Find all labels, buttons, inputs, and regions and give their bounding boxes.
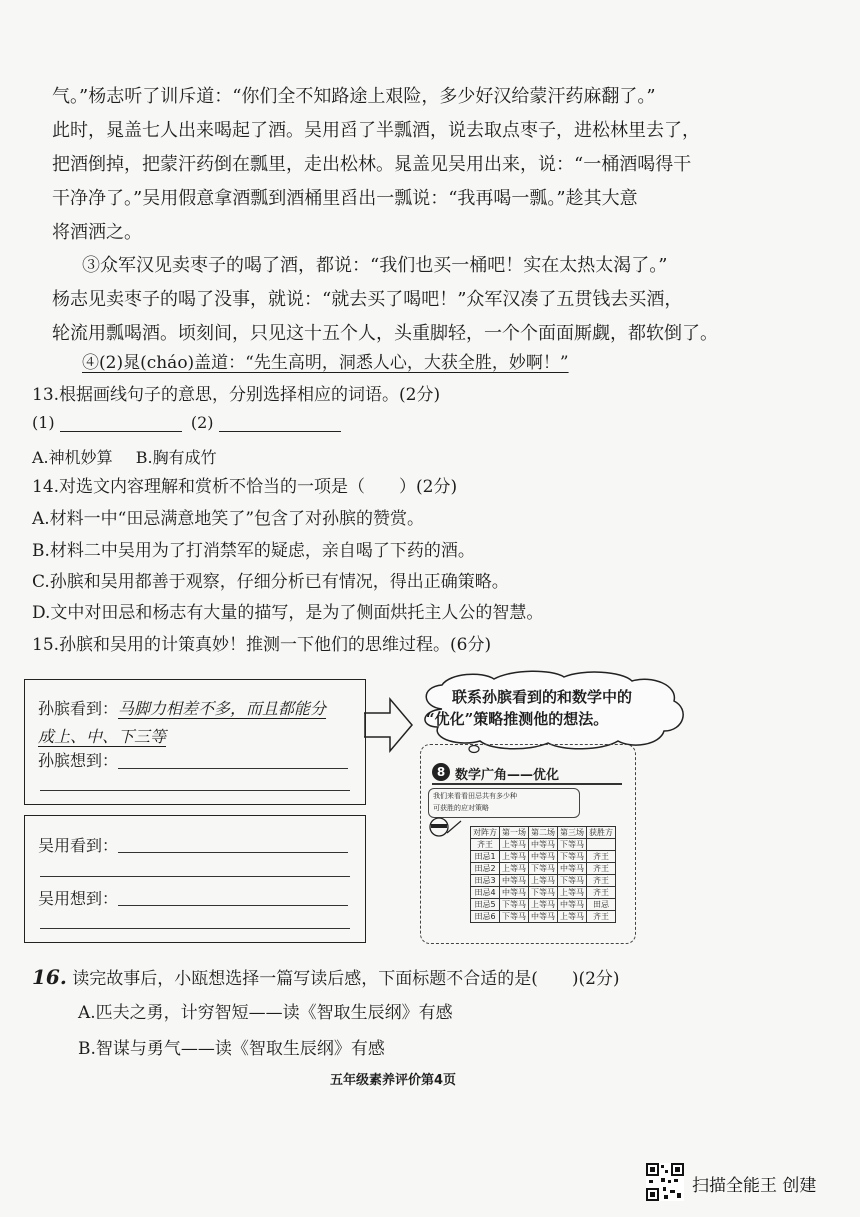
math-unit-title: 数学广角——优化 [455, 768, 560, 783]
table-cell: 下等马 [558, 875, 587, 887]
table-cell: 田忌 [587, 899, 616, 911]
speech-text: 可获胜的应对策略 [433, 804, 489, 812]
table-cell: 齐王 [471, 839, 500, 851]
table-row [471, 875, 616, 887]
table-cell: 下等马 [500, 911, 529, 923]
question-13-stem: 13.根据画线句子的意思，分别选择相应的词语。(2分) [32, 385, 441, 405]
table-cell: 中等马 [500, 887, 529, 899]
table-cell: 齐王 [587, 911, 616, 923]
question-16-stem: 读完故事后，小瓯想选择一篇写读后感，下面标题不合适的是( )(2分) [72, 969, 620, 989]
table-row [471, 911, 616, 923]
passage-line: 将酒洒之。 [52, 222, 142, 243]
table-cell: 上等马 [558, 887, 587, 899]
sunbin-thought-label: 孙膑想到： [38, 751, 119, 770]
question-15-stem: 15.孙膑和吴用的计策真妙！推测一下他们的思维过程。(6分) [32, 635, 492, 655]
table-cell: 中等马 [558, 863, 587, 875]
table-cell: 中等马 [500, 875, 529, 887]
option-d: D.文中对田忌和杨志有大量的描写，是为了侧面烘托主人公的智慧。 [32, 603, 544, 623]
table-header-row [471, 827, 616, 839]
passage-line: 杨志见卖枣子的喝了没事，就说：“就去买了喝吧！”众军汉凑了五贯钱去买酒， [52, 289, 683, 310]
table-cell: 中等马 [529, 911, 558, 923]
passage-line: 轮流用瓢喝酒。顷刻间，只见这十五个人，头重脚轻，一个个面面厮觑，都软倒了。 [52, 323, 718, 344]
table-cell: 上等马 [529, 875, 558, 887]
underlined-sentence: ④(2)晁(cháo)盖道：“先生高明，洞悉人心，大获全胜，妙啊！” [82, 353, 569, 373]
table-row [471, 839, 616, 851]
table-row [471, 851, 616, 863]
divider [432, 783, 622, 785]
table-cell: 田忌1 [471, 851, 500, 863]
cloud-text: “优化”策略推测他的想法。 [426, 710, 609, 728]
wuyong-saw-label: 吴用看到： [38, 836, 119, 855]
qr-code-icon [646, 1163, 684, 1201]
table-cell: 田忌5 [471, 899, 500, 911]
table-cell: 下等马 [529, 887, 558, 899]
blank-2-label: (2) [190, 413, 214, 432]
arrow-icon [364, 695, 414, 755]
table-cell: 上等马 [558, 911, 587, 923]
wuyong-thought-label: 吴用想到： [38, 889, 119, 908]
handwritten-answer: 成上、中、下三等 [38, 727, 167, 746]
table-header-cell: 第三场 [558, 827, 587, 839]
table-header-cell: 获胜方 [587, 827, 616, 839]
table-cell: 下等马 [558, 839, 587, 851]
passage-line: 气。”杨志听了训斥道：“你们全不知路途上艰险，多少好汉给蒙汗药麻翻了。” [52, 86, 656, 107]
passage-line: 把酒倒掉，把蒙汗药倒在瓢里，走出松林。晁盖见吴用出来，说：“一桶酒喝得干 [52, 154, 692, 175]
watermark-text: 扫描全能王 创建 [692, 1176, 817, 1196]
option-b: B.智谋与勇气——读《智取生辰纲》有感 [78, 1039, 385, 1059]
table-cell: 上等马 [500, 863, 529, 875]
speech-text: 我们来看看田忌共有多少种 [433, 792, 517, 800]
table-cell: 上等马 [500, 851, 529, 863]
page-footer: 五年级素养评价第4页 [330, 1073, 457, 1088]
table-cell [587, 839, 616, 851]
table-header-cell: 第一场 [500, 827, 529, 839]
table-cell: 下等马 [529, 863, 558, 875]
answer-blank-2[interactable] [219, 413, 341, 432]
option-b: B.胸有成竹 [135, 448, 217, 467]
cartoon-character-icon [425, 815, 465, 845]
table-cell: 下等马 [558, 851, 587, 863]
table-row [471, 887, 616, 899]
answer-blank-1[interactable] [60, 413, 182, 432]
option-c: C.孙膑和吴用都善于观察，仔细分析已有情况，得出正确策略。 [32, 572, 509, 592]
unit-badge: 8 [432, 763, 450, 781]
option-a: A.匹夫之勇，计穷智短——读《智取生辰纲》有感 [78, 1003, 453, 1023]
option-b: B.材料二中吴用为了打消禁军的疑虑，亲自喝了下药的酒。 [32, 541, 475, 561]
table-row [471, 899, 616, 911]
table-cell: 上等马 [529, 899, 558, 911]
question-14-stem: 14.对选文内容理解和赏析不恰当的一项是（ ）(2分) [32, 477, 458, 497]
handwritten-answer: 马脚力相差不多，而且都能分 [118, 699, 327, 718]
answer-line[interactable] [40, 928, 350, 929]
table-cell: 齐王 [587, 851, 616, 863]
table-cell: 下等马 [500, 899, 529, 911]
table-cell: 中等马 [558, 899, 587, 911]
passage-line: ③众军汉见卖枣子的喝了酒，都说：“我们也买一桶吧！实在太热太渴了。” [82, 255, 668, 276]
question-16-number: 16. [32, 965, 67, 989]
table-header-cell: 第二场 [529, 827, 558, 839]
passage-line: 干净净了。”吴用假意拿酒瓢到酒桶里舀出一瓢说：“我再喝一瓢。”趁其大意 [52, 188, 638, 209]
table-cell: 中等马 [529, 851, 558, 863]
passage-line: 此时，晁盖七人出来喝起了酒。吴用舀了半瓢酒，说去取点枣子，进松林里去了， [52, 120, 700, 141]
table-cell: 田忌6 [471, 911, 500, 923]
table-header-cell: 对阵方 [471, 827, 500, 839]
strategy-table [470, 826, 616, 923]
table-row [471, 863, 616, 875]
option-a: A.神机妙算 [32, 448, 113, 467]
blank-1-label: (1) [32, 413, 55, 432]
table-cell: 田忌2 [471, 863, 500, 875]
answer-line[interactable] [118, 852, 348, 853]
table-cell: 齐王 [587, 887, 616, 899]
sunbin-saw-label: 孙膑看到： [38, 699, 119, 718]
table-cell: 上等马 [500, 839, 529, 851]
table-cell: 齐王 [587, 875, 616, 887]
table-cell: 田忌3 [471, 875, 500, 887]
table-cell: 齐王 [587, 863, 616, 875]
cloud-text: 联系孙膑看到的和数学中的 [452, 688, 633, 706]
answer-line[interactable] [40, 876, 350, 877]
option-a: A.材料一中“田忌满意地笑了”包含了对孙膑的赞赏。 [32, 509, 425, 529]
answer-line[interactable] [40, 790, 350, 791]
table-cell: 中等马 [529, 839, 558, 851]
answer-line[interactable] [118, 905, 348, 906]
answer-line[interactable] [118, 768, 348, 769]
table-cell: 田忌4 [471, 887, 500, 899]
